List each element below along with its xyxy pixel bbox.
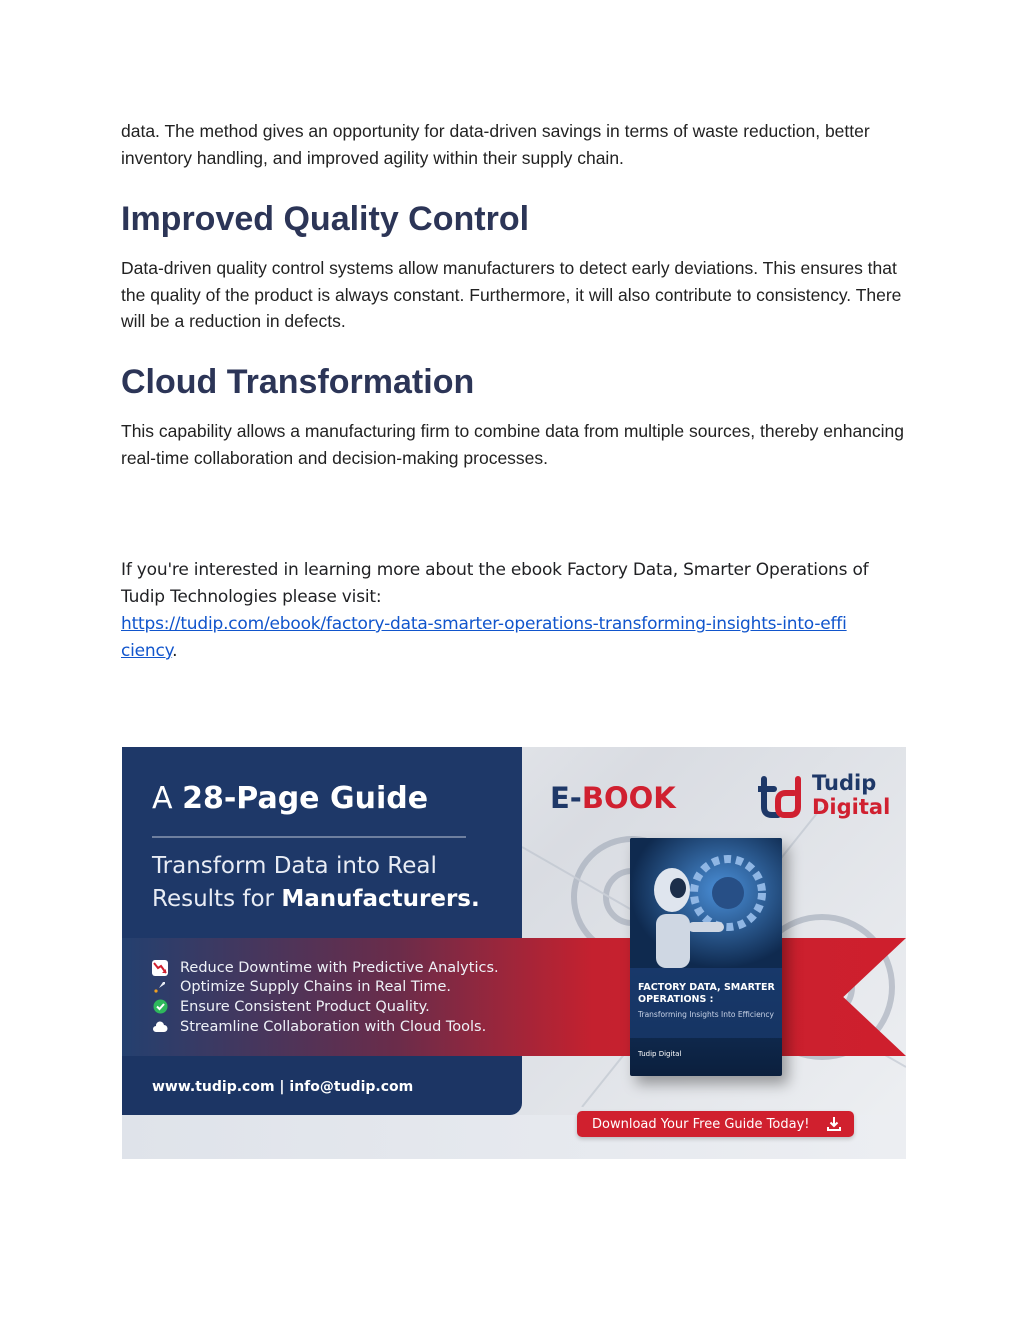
banner-divider [152,836,466,838]
download-guide-button[interactable] [577,1111,854,1137]
ebook-label-suffix: BOOK [581,781,676,815]
ebook-cover-logo: Tudip Digital [638,1050,682,1058]
logo-line2: Digital [812,795,891,819]
banner-title [152,781,428,816]
feature-list [152,958,522,1036]
section-heading-cloud-transformation: Cloud Transformation [121,363,475,401]
banner-subtitle [152,850,512,916]
check-circle-icon [152,999,168,1015]
ebook-link-line1: https://tudip.com/ebook/factory-data-smarter-operations-transforming-insights-into-effi [121,614,847,634]
feature-text: Reduce Downtime with Predictive Analytics. [180,959,499,976]
banner-contact: www.tudip.com | info@tudip.com [152,1079,414,1095]
tudip-logo [758,769,891,825]
cta-end: . [172,641,178,661]
robot-gear-illustration-icon [630,838,782,968]
ebook-label [550,781,676,815]
feature-item [152,1017,522,1037]
ebook-banner[interactable] [122,747,906,1159]
ebook-cover [630,838,782,1076]
ebook-cover-subtitle: Transforming Insights Into Efficiency [638,1010,774,1019]
cta-paragraph [121,557,911,665]
banner-title-bold: 28-Page Guide [182,781,429,816]
chart-down-icon [152,960,168,976]
section-heading-quality-control: Improved Quality Control [121,200,530,238]
feature-item [152,978,522,998]
feature-text: Streamline Collaboration with Cloud Tools. [180,1018,487,1035]
ebook-link[interactable] [121,614,847,661]
download-icon [826,1116,842,1132]
section-body-cloud-transformation: This capability allows a manufacturing firm to combine data from multiple sources, thereby enhancing real-time collaboration and decision-making processes. [121,421,905,468]
feature-text: Optimize Supply Chains in Real Time. [180,979,452,996]
feature-text: Ensure Consistent Product Quality. [180,998,430,1015]
tudip-logo-mark-icon [758,773,804,819]
logo-line1: Tudip [812,771,877,795]
banner-title-prefix: A [152,781,173,816]
ebook-link-line2: ciency [121,641,173,661]
section-body-quality-control: Data-driven quality control systems allow manufacturers to detect early deviations. This ensures that the quality of the product is always constant. Furthermore, it will also contribute to consistency. There will be a reduction in defects. [121,258,902,331]
feature-item [152,958,522,978]
cta-text: If you're interested in learning more about the ebook Factory Data, Smarter Operations of Tudip Technologies please visit: [121,560,869,607]
cloud-icon [152,1019,168,1035]
ebook-label-prefix: E- [550,781,582,815]
feature-item [152,997,522,1017]
banner-subtitle-bold: Manufacturers. [281,886,480,912]
intro-paragraph: data. The method gives an opportunity for data-driven savings in terms of waste reduction, better inventory handling, and improved agility within their supply chain. [121,121,870,168]
ebook-cover-title: FACTORY DATA, SMARTER OPERATIONS : [638,982,775,1005]
download-button-label: Download Your Free Guide Today! [592,1116,810,1132]
banner-subtitle-plain: Transform Data into Real Results for [152,853,437,912]
rocket-icon [152,979,168,995]
